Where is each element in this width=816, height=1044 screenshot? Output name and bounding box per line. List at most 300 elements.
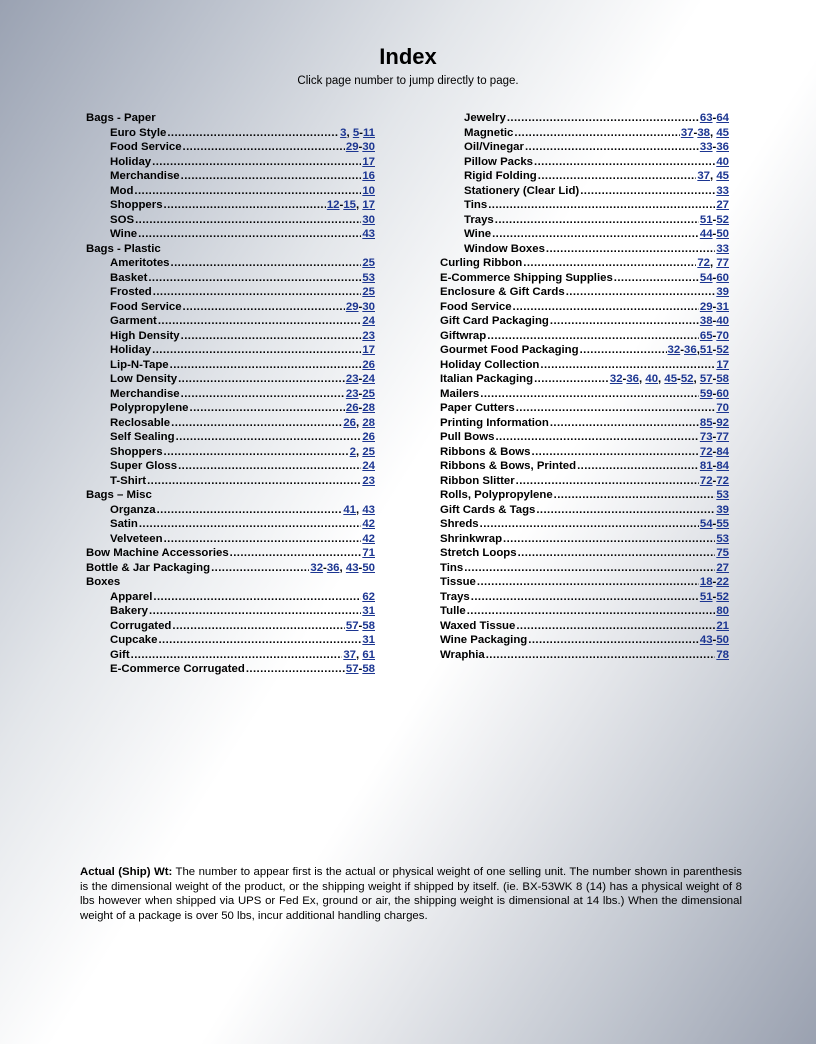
page-link[interactable]: 10 [362,184,375,197]
page-numbers [716,488,729,503]
entry-label: Gift Cards & Tags [440,503,536,516]
leader-dots [172,619,344,634]
page-numbers [346,662,375,677]
page-separator: - [712,445,717,458]
page-link[interactable]: 54 [699,271,713,284]
leader-dots [467,604,716,619]
index-subentry [440,198,729,213]
page-link[interactable]: 50 [716,228,729,240]
leader-dots [171,256,362,271]
entry-label: Stretch Loops [440,547,517,559]
page-link[interactable]: 36 [626,373,640,385]
page-link[interactable]: 11 [362,126,375,139]
page-link[interactable]: 23 [362,329,375,342]
page-link[interactable]: 33 [716,242,729,255]
leader-dots [190,401,345,416]
index-subentry [440,111,729,126]
page-link[interactable]: 80 [716,605,729,617]
page-link[interactable]: 45 [716,170,729,182]
page-link[interactable]: 32 [667,344,681,356]
page-numbers [700,300,729,315]
index-subentry [86,256,375,271]
entry-label: Reclosable [110,416,171,429]
page-link[interactable]: 21 [716,619,729,632]
index-subentry [86,314,375,329]
page-link[interactable]: 43 [699,634,713,646]
index-subentry [440,213,729,228]
page-separator: - [358,373,363,385]
index-subentry [86,271,375,286]
entry-label: Satin [110,518,138,530]
entry-label: Merchandise [110,170,180,182]
entry-label: Trays [440,590,470,603]
leader-dots [525,140,699,155]
page-link[interactable]: 84 [716,460,729,472]
page-link[interactable]: 29 [345,300,359,313]
page-link[interactable]: 50 [716,634,729,646]
page-separator: , [355,503,363,516]
page-separator: - [358,561,363,574]
index-entry [440,300,729,315]
page-link[interactable]: 84 [716,445,729,458]
page-numbers [700,271,729,286]
page-link[interactable]: 37 [697,170,710,182]
page-numbers [697,256,729,271]
index-subentry [86,401,375,416]
page-link[interactable]: 81 [699,460,713,472]
page-link[interactable]: 12 [326,199,340,211]
entry-label: Trays [464,213,494,226]
page-separator: - [712,634,717,646]
page-numbers [346,372,375,387]
page-link[interactable]: 32 [310,561,324,574]
entry-label: Food Service [110,141,182,153]
page-link[interactable]: 23 [345,387,359,400]
index-entry [440,590,729,605]
page-link[interactable]: 23 [345,373,359,385]
leader-dots [495,213,699,228]
page-link[interactable]: 24 [362,315,375,327]
page-link[interactable]: 75 [716,547,729,559]
page-link[interactable]: 17 [362,344,375,356]
page-link[interactable]: 25 [362,257,375,269]
entry-label: Food Service [440,300,512,313]
page-link[interactable]: 26 [362,431,375,443]
page-numbers [700,445,729,460]
page-separator: - [712,590,717,603]
leader-dots [528,633,699,648]
page-link[interactable]: 42 [362,532,375,545]
page-link[interactable]: 30 [362,213,375,226]
page-link[interactable]: 52 [716,590,729,603]
index-subentry [86,430,375,445]
leader-dots [516,619,715,634]
page-link[interactable]: 73 [699,431,713,443]
page-separator: - [693,126,698,139]
page-link[interactable]: 70 [716,329,729,342]
leader-dots [495,430,698,445]
index-subentry [86,372,375,387]
index-subentry [440,169,729,184]
page-numbers [362,184,375,199]
page-numbers [310,561,375,576]
page-link[interactable]: 45 [664,373,678,385]
page-link[interactable]: 92 [716,416,729,429]
entry-label: Bow Machine Accessories [86,547,229,559]
index-column-right [440,111,729,662]
page-link[interactable]: 58 [362,619,375,632]
page-numbers [346,619,375,634]
index-subentry [86,155,375,170]
page-separator: - [712,431,717,443]
leader-dots [580,184,715,199]
page-link[interactable]: 26 [343,416,356,429]
index-entry [440,416,729,431]
leader-dots [566,285,716,300]
entry-label: Cupcake [110,634,158,646]
entry-label: Boxes [86,576,121,588]
index-entry [440,648,729,663]
page-link[interactable]: 24 [362,460,375,472]
page-link[interactable]: 31 [716,300,729,313]
index-subentry [440,184,729,199]
page-link[interactable]: 51 [699,344,713,356]
leader-dots [138,227,361,242]
page-separator: , [339,561,346,574]
page-link[interactable]: 52 [680,373,694,385]
page-separator: - [358,300,363,313]
page-link[interactable]: 43 [362,503,375,516]
leader-dots [546,242,715,257]
page-numbers [362,271,375,286]
page-link[interactable]: 53 [716,489,729,501]
page-link[interactable]: 51 [699,590,713,603]
entry-label: Bags - Paper [86,112,156,124]
index-entry [440,445,729,460]
page-link[interactable]: 36 [716,141,729,153]
entry-label: Paper Cutters [440,402,515,414]
page-link[interactable]: 24 [362,373,375,385]
leader-dots [477,575,699,590]
page-separator: - [712,141,717,153]
page-link[interactable]: 26 [362,358,375,371]
page-numbers [362,459,375,474]
page-link[interactable]: 78 [716,648,729,661]
page-separator: - [712,300,717,313]
index-entry [440,358,729,373]
page-link[interactable]: 39 [716,286,729,298]
page-link[interactable]: 23 [362,474,375,487]
leader-dots [178,372,345,387]
index-entry [440,329,729,344]
leader-dots [507,111,699,126]
page-link[interactable]: 51 [699,213,713,226]
page-separator: - [712,329,717,342]
leader-dots [181,329,362,344]
page-link[interactable]: 63 [699,112,713,124]
page-link[interactable]: 36 [326,561,340,574]
index-subentry [86,503,375,518]
page-link[interactable]: 60 [716,387,729,400]
entry-label: Rigid Folding [464,170,537,182]
leader-dots [550,314,699,329]
entry-label: Super Gloss [110,460,178,472]
entry-label: E-Commerce Shipping Supplies [440,271,613,284]
page-link[interactable]: 25 [362,445,375,458]
page-link[interactable]: 52 [716,213,729,226]
entry-label: Polypropylene [110,402,189,414]
index-entry [440,532,729,547]
entry-label: Gift Card Packaging [440,315,549,327]
page-link[interactable]: 43 [362,228,375,240]
page-link[interactable]: 17 [362,199,375,211]
page-separator: - [712,576,717,588]
page-separator: , [355,445,363,458]
page-link[interactable]: 61 [362,648,375,661]
page-link[interactable]: 85 [699,416,713,429]
leader-dots [148,271,361,286]
page-numbers [362,358,375,373]
entry-label: Curling Ribbon [440,257,523,269]
page-link[interactable]: 31 [362,634,375,646]
page-link[interactable]: 64 [716,112,729,124]
page-link[interactable]: 55 [716,518,729,530]
entry-label: Giftwrap [440,329,487,342]
page-link[interactable]: 52 [716,344,729,356]
index-entry [440,503,729,518]
index-entry [440,285,729,300]
page-link[interactable]: 77 [716,257,729,269]
leader-dots [516,474,699,489]
index-subentry [86,198,375,213]
page-link[interactable]: 62 [362,590,375,603]
entry-label: Waxed Tissue [440,619,516,632]
page-link[interactable]: 27 [716,561,729,574]
page-link[interactable]: 57 [345,619,359,632]
page-separator: - [622,373,627,385]
index-entry [440,387,729,402]
page-link[interactable]: 31 [362,605,375,617]
index-subentry [86,358,375,373]
page-link[interactable]: 29 [345,141,359,153]
entry-label: Self Sealing [110,431,175,443]
page-link[interactable]: 39 [716,503,729,516]
page-link[interactable]: 53 [362,271,375,284]
entry-label: Ribbons & Bows [440,445,531,458]
index-entry [440,430,729,445]
page-link[interactable]: 25 [362,286,375,298]
page-link[interactable]: 25 [362,387,375,400]
index-entry [86,488,375,503]
page-separator: - [712,344,717,356]
page-link[interactable]: 37 [680,126,694,139]
page-numbers [362,256,375,271]
page-link[interactable]: 3 [340,126,347,139]
entry-label: Tulle [440,605,466,617]
page-link[interactable]: 22 [716,576,729,588]
page-link[interactable]: 40 [645,373,659,385]
page-separator: - [680,344,685,356]
index-subentry [86,445,375,460]
index-subentry [86,343,375,358]
leader-dots [534,372,609,387]
entry-label: Ribbons & Bows, Printed [440,460,577,472]
page-link[interactable]: 28 [362,416,375,429]
leader-dots [181,387,345,402]
leader-dots [167,126,339,141]
page-numbers [716,604,729,619]
page-numbers [700,633,729,648]
page-link[interactable]: 57 [345,663,359,675]
leader-dots [486,648,716,663]
page-link[interactable]: 27 [716,199,729,211]
page-link[interactable]: 72 [716,474,729,487]
page-link[interactable]: 38 [699,315,713,327]
page-separator: - [712,112,717,124]
page-separator: , [658,373,665,385]
page-link[interactable]: 40 [716,155,729,168]
leader-dots [149,604,361,619]
index-entry [440,314,729,329]
page-link[interactable]: 41 [343,503,356,516]
leader-dots [538,169,697,184]
page-link[interactable]: 72 [697,257,710,269]
page-numbers [700,329,729,344]
entry-label: Rolls, Polypropylene [440,489,553,501]
page-link[interactable]: 33 [716,184,729,197]
page-separator: - [712,213,717,226]
leader-dots [176,430,362,445]
page-link[interactable]: 38 [697,126,710,139]
page-link[interactable]: 59 [699,387,713,400]
page-link[interactable]: 2 [349,445,356,458]
entry-label: Velveteen [110,532,163,545]
index-subentry [86,532,375,547]
page-numbers [716,285,729,300]
page-separator: , [693,373,700,385]
index-entry [440,633,729,648]
entry-label: Shoppers [110,445,163,458]
page-link[interactable]: 43 [345,561,359,574]
leader-dots [183,140,345,155]
leader-dots [534,155,715,170]
index-subentry [86,169,375,184]
page-link[interactable]: 53 [716,532,729,545]
entry-label: Stationery (Clear Lid) [464,184,580,197]
page-link[interactable]: 30 [362,300,375,313]
index-entry [440,256,729,271]
index-entry [86,561,375,576]
page-numbers [700,111,729,126]
index-entry [440,488,729,503]
page-link[interactable]: 5 [352,126,360,139]
index-subentry [86,662,375,677]
leader-dots [513,300,699,315]
page-link[interactable]: 28 [362,402,375,414]
page-separator: - [712,387,717,400]
page-link[interactable]: 18 [699,576,713,588]
entry-label: Low Density [110,373,178,385]
leader-dots [480,517,699,532]
index-entry [440,575,729,590]
entry-label: T-Shirt [110,474,147,487]
page-link[interactable]: 17 [362,155,375,168]
page-link[interactable]: 32 [609,373,623,385]
page-numbers [700,213,729,228]
leader-dots [139,517,361,532]
page-link[interactable]: 30 [362,141,375,153]
entry-label: Window Boxes [464,242,545,255]
page-link[interactable]: 37 [343,648,356,661]
page-link[interactable]: 77 [716,431,729,443]
index-subentry [86,227,375,242]
page-separator: , [346,126,353,139]
entry-label: Oil/Vinegar [464,141,524,153]
page-numbers [716,401,729,416]
page-link[interactable]: 33 [699,141,713,153]
page-link[interactable]: 72 [699,474,713,487]
entry-label: Bottle & Jar Packaging [86,561,211,574]
entry-label: Tins [464,199,488,211]
page-link[interactable]: 58 [362,663,375,675]
leader-dots [183,300,345,315]
leader-dots [181,169,362,184]
page-link[interactable]: 72 [699,445,713,458]
page-link[interactable]: 54 [699,518,713,530]
page-link[interactable]: 36 [684,344,697,356]
leader-dots [158,314,361,329]
page-numbers [700,416,729,431]
page-link[interactable]: 42 [362,518,375,530]
entry-label: Printing Information [440,416,549,429]
page-link[interactable]: 17 [716,358,729,371]
page-numbers [700,227,729,242]
page-link[interactable]: 26 [345,402,359,414]
page-separator: - [712,416,717,429]
page-separator: , [355,199,363,211]
page-link[interactable]: 29 [699,300,713,313]
page-numbers [362,227,375,242]
page-link[interactable]: 45 [716,126,729,139]
page-separator: - [358,619,363,632]
page-link[interactable]: 16 [362,170,375,182]
page-link[interactable]: 50 [362,561,375,574]
leader-dots [178,459,361,474]
page-link[interactable]: 71 [362,547,375,559]
index-subentry [86,633,375,648]
page-link[interactable]: 70 [716,402,729,414]
page-numbers [700,387,729,402]
page-link[interactable]: 44 [699,228,713,240]
index-subentry [86,285,375,300]
entry-label: Jewelry [464,112,506,124]
page-numbers [681,126,729,141]
entry-label: Euro Style [110,126,167,139]
leader-dots [135,213,361,228]
page-numbers [716,648,729,663]
leader-dots [577,459,699,474]
page-link[interactable]: 15 [343,199,356,211]
entry-label: Mod [110,184,134,197]
page-separator: - [712,518,717,530]
page-link[interactable]: 58 [716,373,729,385]
page-link[interactable]: 60 [716,271,729,284]
page-link[interactable]: 65 [699,329,713,342]
index-subentry [86,474,375,489]
leader-dots [540,358,715,373]
page-link[interactable]: 40 [716,315,729,327]
page-link[interactable]: 57 [699,373,713,385]
